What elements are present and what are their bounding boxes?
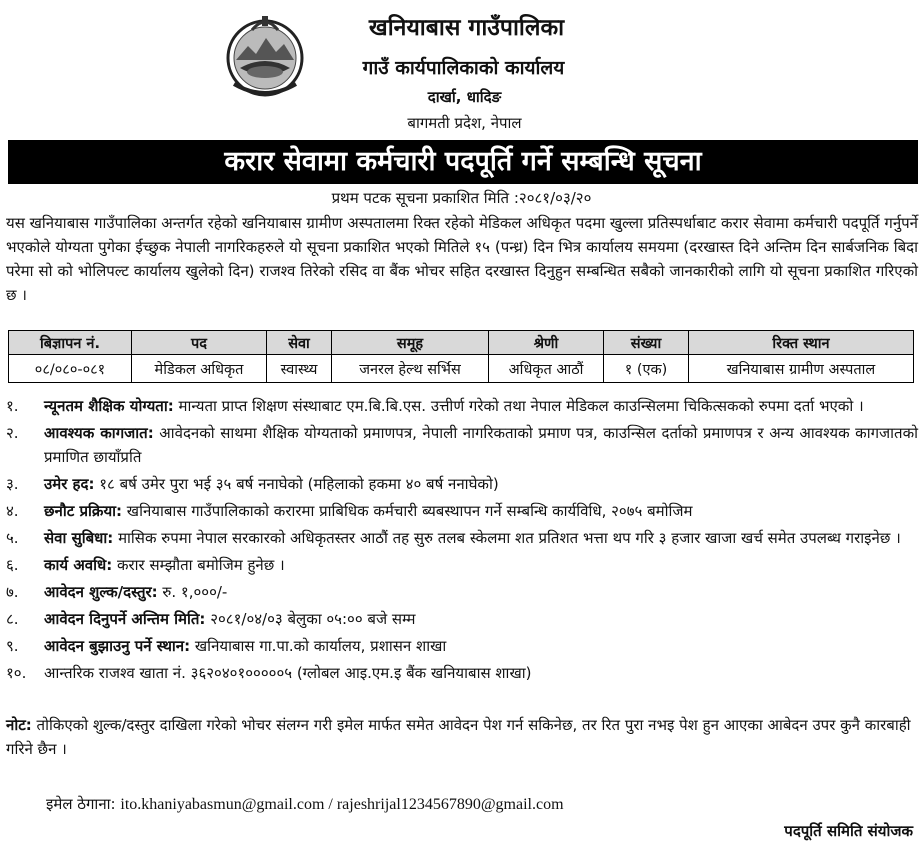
table-cell: जनरल हेल्थ सर्भिस (332, 355, 489, 383)
email-label: इमेल ठेगाना: (46, 795, 116, 813)
office-location: दार्खा, धादिङ (427, 88, 502, 106)
table-header-row (9, 331, 914, 355)
table-cell: अधिकृत आठौं (489, 355, 604, 383)
item-label: आवेदन शुल्क/दस्तुर: (44, 583, 158, 601)
list-item (6, 634, 918, 658)
list-item (6, 472, 918, 496)
intro-paragraph: यस खनियाबास गाउँपालिका अन्तर्गत रहेको खनियाबास ग्रामीण अस्पतालमा रिक्त रहेको मेडिकल अधिकृत पदमा खुल्ला प्रतिस्पर्धाबाट करार सेवामा कर्मचारी पदपूर्ति गर्नुपर्ने भएकोले योग्यता पुगेका ईच्छुक नेपाली नागरिकहरुले यो सूचना प्रकाशित भएको मितिले १५ (पन्ध्र) दिन भित्र कार्यालय समयमा (दरखास्त दिने अन्तिम दिन सार्बजनिक बिदा परेमा सो को भोलिपल्ट कार्यालय खुलेको दिन) राजश्व तिरेको रसिद वा बैंक भोचर सहित दरखास्त दिनुहुन सम्बन्धित सबैको जानकारीको लागि यो सूचना प्रकाशित गरिएको छ । (6, 214, 918, 304)
item-label: आवेदन बुझाउनु पर्ने स्थान: (44, 637, 191, 655)
list-item (6, 421, 918, 469)
item-number: ३. (6, 475, 19, 493)
list-item (6, 526, 918, 550)
item-text: १८ बर्ष उमेर पुरा भई ३५ बर्ष ननाघेको (महिलाको हकमा ४० बर्ष ननाघेको) (94, 475, 499, 493)
table-cell: स्वास्थ्य (267, 355, 332, 383)
list-item (6, 394, 918, 418)
item-text: रु. १,०००/- (157, 583, 228, 601)
note-paragraph (6, 713, 918, 761)
item-number: ८. (6, 610, 19, 628)
column-header: समूह (332, 331, 489, 355)
requirements-list (6, 394, 918, 688)
column-header: बिज्ञापन नं. (9, 331, 132, 355)
item-text: मान्यता प्राप्त शिक्षण संस्थाबाट एम.बि.बि.एस. उत्तीर्ण गरेको तथा नेपाल मेडिकल काउन्सिलमा चिकित्सकको रुपमा दर्ता भएको । (173, 397, 864, 415)
office-name: गाउँ कार्यपालिकाको कार्यालय (362, 57, 565, 79)
publish-date: प्रथम पटक सूचना प्रकाशित मिति :२०८१/०३/२० (331, 189, 592, 207)
item-number: २. (6, 424, 19, 442)
column-header: श्रेणी (489, 331, 604, 355)
item-text: आन्तरिक राजश्व खाता नं. ३६२०४०१०००००५ (ग्लोबल आइ.एम.इ बैंक खनियाबास शाखा) (44, 664, 532, 682)
list-item (6, 499, 918, 523)
list-item (6, 553, 918, 577)
item-label: आवेदन दिनुपर्ने अन्तिम मिति: (44, 610, 206, 628)
column-header: पद (132, 331, 267, 355)
column-header: रिक्त स्थान (689, 331, 914, 355)
item-label: न्यूनतम शैक्षिक योग्यता: (44, 397, 174, 415)
item-number: ९. (6, 637, 19, 655)
vacancy-table (8, 330, 914, 383)
note-label: नोट: (6, 716, 32, 734)
list-item (6, 661, 918, 685)
item-number: १०. (6, 664, 27, 682)
item-text: आवेदनको साथमा शैक्षिक योग्यताको प्रमाणपत्र, नेपाली नागरिकताको प्रमाण पत्र, काउन्सिल दर्ताको प्रमाणपत्र र अन्य आवश्यक कागजातको प्रमाणित छायाँप्रति (44, 424, 918, 466)
item-label: कार्य अवधि: (44, 556, 113, 574)
item-label: उमेर हद: (44, 475, 95, 493)
item-text: करार सम्झौता बमोजिम हुनेछ । (112, 556, 285, 574)
item-number: ७. (6, 583, 19, 601)
item-label: सेवा सुबिधा: (44, 529, 114, 547)
item-number: ५. (6, 529, 19, 547)
list-item (6, 607, 918, 631)
email-line (46, 794, 564, 814)
item-label: छनौट प्रक्रिया: (44, 502, 123, 520)
note-text: तोकिएको शुल्क/दस्तुर दाखिला गरेको भोचर संलग्न गरी इमेल मार्फत समेत आवेदन पेश गर्न सकिनेछ, तर रित पुरा नभइ पेश हुन आएका आबेदन उपर कुनै कारबाही गरिने छैन । (6, 716, 911, 758)
table-row (9, 355, 914, 383)
table-cell: १ (एक) (604, 355, 689, 383)
item-label: आवश्यक कागजात: (44, 424, 154, 442)
column-header: संख्या (604, 331, 689, 355)
item-text: २०८१/०४/०३ बेलुका ०५:०० बजे सम्म (205, 610, 416, 628)
item-number: १. (6, 397, 19, 415)
table-cell: ०८/०८०-०८१ (9, 355, 132, 383)
table-cell: खनियाबास ग्रामीण अस्पताल (689, 355, 914, 383)
item-text: खनियाबास गाउँपालिकाको करारमा प्राबिधिक कर्मचारी ब्यबस्थापन गर्ने सम्बन्धि कार्यविधि, २०७५ बमोजिम (122, 502, 693, 520)
item-text: खनियाबास गा.पा.को कार्यालय, प्रशासन शाखा (190, 637, 447, 655)
table-cell: मेडिकल अधिकृत (132, 355, 267, 383)
signature-title: पदपूर्ति समिति संयोजक (784, 822, 913, 840)
list-item (6, 580, 918, 604)
notice-title-banner: करार सेवामा कर्मचारी पदपूर्ति गर्ने सम्बन्धि सूचना (8, 140, 918, 184)
item-number: ४. (6, 502, 19, 520)
email-addresses[interactable]: ito.khaniyabasmun@gmail.com / rajeshrijal1234567890@gmail.com (120, 796, 564, 813)
item-number: ६. (6, 556, 19, 574)
item-text: मासिक रुपमा नेपाल सरकारको अधिकृतस्तर आठौं तह सुरु तलब स्केलमा शत प्रतिशत भत्ता थप गरि ३ हजार खाजा खर्च समेत उपलब्ध गराइनेछ । (113, 529, 901, 547)
column-header: सेवा (267, 331, 332, 355)
province-name: बागमती प्रदेश, नेपाल (407, 114, 522, 132)
municipality-name: खनियाबास गाउँपालिका (368, 15, 565, 41)
